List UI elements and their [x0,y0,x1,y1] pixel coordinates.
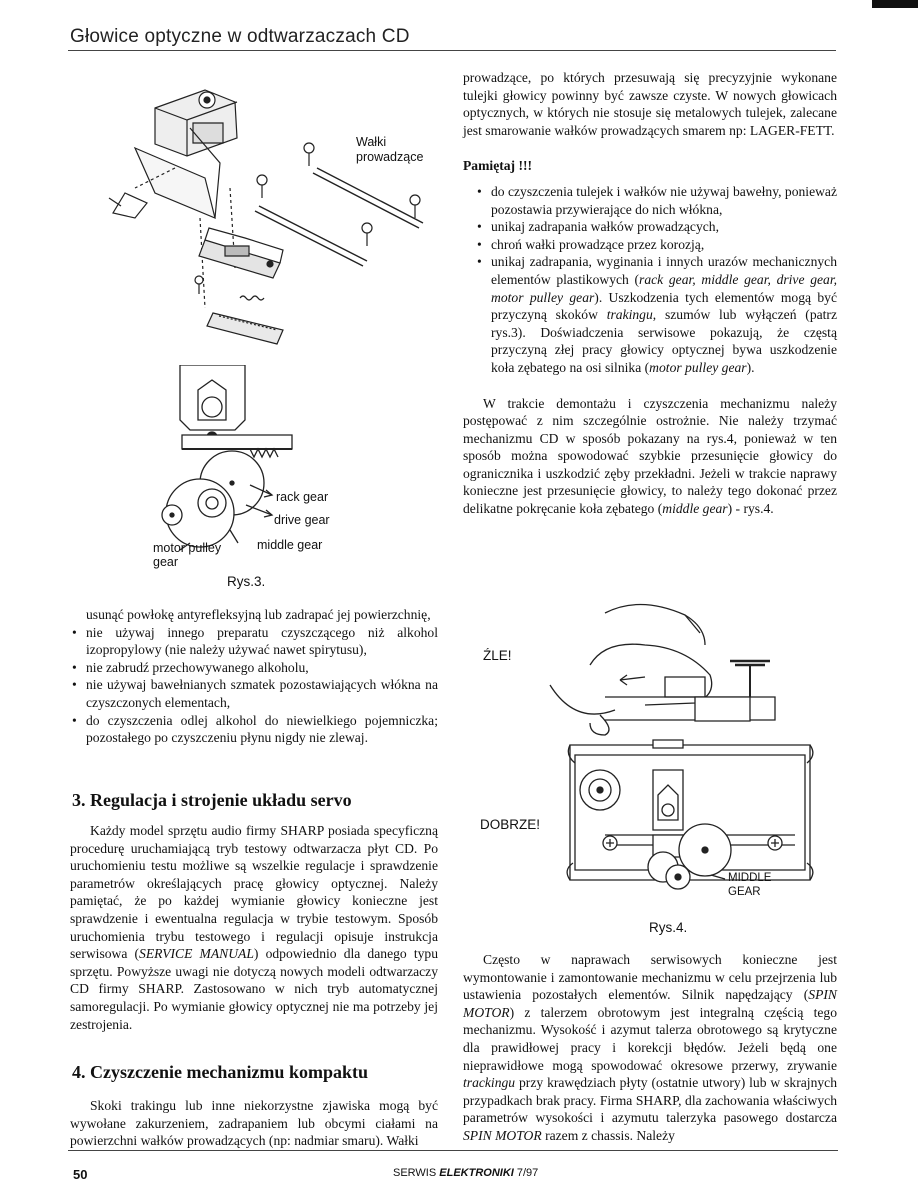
label-rack-gear: rack gear [276,490,329,504]
hand-wrong-grip [550,604,712,735]
caption-rys3: Rys.3. [227,574,266,589]
label-walki: Wałki [356,135,387,149]
corner-mark [872,0,918,8]
label-middle-gear: middle gear [257,538,323,552]
magazine-name: SERWIS ELEKTRONIKI 7/97 [393,1167,539,1179]
right-paragraph-3: Często w naprawach serwisowych konieczne jest wymontowanie i zamontowanie mechanizmu w celu przejrzenia lub ustawienia pozostałych elementów. Silnik napędzający (SPIN MOTOR) z talerzem obrotowym jest integralną częścią tego mechanizmu. Wysokość i azymut talerza obrotowego są krytyczne dla prawidłowej pracy i korekcji błędów. Jeżeli będą one nieprawidłowe mogą spowodować okresowe przerwy, zrywanie trackingu przy krawędziach płyty (ostatnie utwory) lub w skrajnych przypadkach brak pracy. Firma SHARP, dla zachowania właściwych parametrów wysokości i azymutu talerzyka pasowego dostarcza SPIN MOTOR razem z chassis. Należy [463,952,837,1143]
label-prowadzace: prowadzące [356,150,424,164]
list-item: • nie zabrudź przechowywanego alkoholu, [70,659,438,677]
section-4-body [70,1097,438,1150]
figure-exploded-head [95,68,440,368]
label-middle: MIDDLE [728,872,772,884]
list-item: • do czyszczenia odlej alkohol do niewielkiego pojemniczka; pozostałego po czyszczeniu płynu nigdy nie zlewaj. [70,712,438,747]
label-zle: ŹLE! [483,648,512,663]
left-cont-text: usunąć powłokę antyrefleksyjną lub zadrapać jej powierzchnię, [86,607,431,622]
right-column-bottom [463,951,837,1145]
right-column-top [463,69,837,518]
header-rule [68,50,836,51]
page-header-title: Głowice optyczne w odtwarzaczach CD [70,26,410,47]
list-item: • nie używaj innego preparatu czyszczącego niż alkohol izopropylowy (nie należy używać nawet spirytusu), [70,624,438,659]
left-bullet-list [70,624,438,747]
memo-bullet-list [475,183,837,377]
section-3-paragraph: Każdy model sprzętu audio firmy SHARP posiada specyficzną procedurę uruchamiającą tryb testowy odtwarzacza płyt CD. Po uruchomieniu testu możliwe są wszelkie regulacje i sprawdzenie parametrów określających pracę głowicy optycznej. Należy pamiętać, że po każdej wymianie głowicy konieczne jest sprawdzenie i ewentualna regulacja w trybie testowym. Sposób uruchomienia trybu testowego i regulacji opisuje instrukcja serwisowa (SERVICE MANUAL) odpowiednio dla danego typu sprzętu. Powyższe uwagi nie dotyczą nowych modeli odtwarzaczy CD firmy SHARP. Zastosowano w nich tryb automatycznej samoregulacji. Po wymianie głowicy optycznej nie ma potrzeby jej zestrojenia. [70,823,438,1032]
section-4-paragraph: Skoki trakingu lub inne niekorzystne zjawiska mogą być wywołane zakurzeniem, zadrapaniem lub obcymi ciałami na powierzchni wałków prowadzących (np: nadmiar smaru). Wałki [70,1098,438,1149]
page-number: 50 [73,1167,88,1182]
label-gear-rys4: GEAR [728,886,761,898]
guide-shafts [255,168,423,266]
section-heading-4: 4. Czyszczenie mechanizmu kompaktu [72,1062,368,1082]
footer-rule [68,1150,838,1151]
mechanism-top-view [567,740,813,889]
motor-block [155,90,237,156]
label-motor-pulley: motor pulley [153,541,222,555]
figure-rys4 [545,585,835,915]
list-item: • nie używaj bawełnianych szmatek pozostawiających włókna na czyszczonych elementach, [70,676,438,711]
list-item: • chroń wałki prowadzące przez korozją, [475,236,837,254]
screws [195,143,420,294]
right-paragraph-2: W trakcie demontażu i czyszczenia mechanizmu należy postępować z nim szczególnie ostrożnie. Nie należy trzymać mechanizmu CD w sposób pokazany na rys.4, ponieważ w ten sposób można spowodować szybkie przesunięcie głowicy do ogranicznika i uszkodzić zęby przekładni. Jeżeli w trakcie naprawy konieczne jest przesunięcie głowicy, to należy tego dokonać przez delikatne pokręcanie koła zębatego (middle gear) - rys.4. [463,395,837,517]
caption-rys4: Rys.4. [649,920,688,935]
section-3-body [70,822,438,1033]
right-paragraph-1: prowadzące, po których przesuwają się precyzyjnie wykonane tulejki głowicy powinny być zawsze czyste. W nowych głowicach optycznych, w których nie stosuje się metalowych tulejek, zalecane jest smarowanie wałków prowadzących smarem np: LAGER-FETT. [463,70,837,138]
section-heading-3: 3. Regulacja i strojenie układu servo [72,790,352,810]
label-gear: gear [153,555,179,569]
list-item: • unikaj zadrapania wałków prowadzących, [475,218,837,236]
label-drive-gear: drive gear [274,513,330,527]
optical-pickup-sled [199,228,283,278]
memo-heading: Pamiętaj !!! [463,158,533,174]
list-item: • unikaj zadrapania, wyginania i innych urazów mechanicznych elementów plastikowych (rack gear, middle gear, drive gear, motor pulley gear). Uszkodzenia tych elementów mogą być przyczyną skoków trakingu, szumów lub wyłączeń (patrz rys.3). Doświadczenia serwisowe pokazują, że częstą przyczyną złej pracy głowicy optycznej bywa uszkodzenie koła zębatego na osi silnika (motor pulley gear). [475,253,837,376]
list-item: • do czyszczenia tulejek i wałków nie używaj bawełny, ponieważ pozostawia przywierające do nich włókna, [475,183,837,218]
label-dobrze: DOBRZE! [480,817,541,832]
left-column [70,606,438,747]
